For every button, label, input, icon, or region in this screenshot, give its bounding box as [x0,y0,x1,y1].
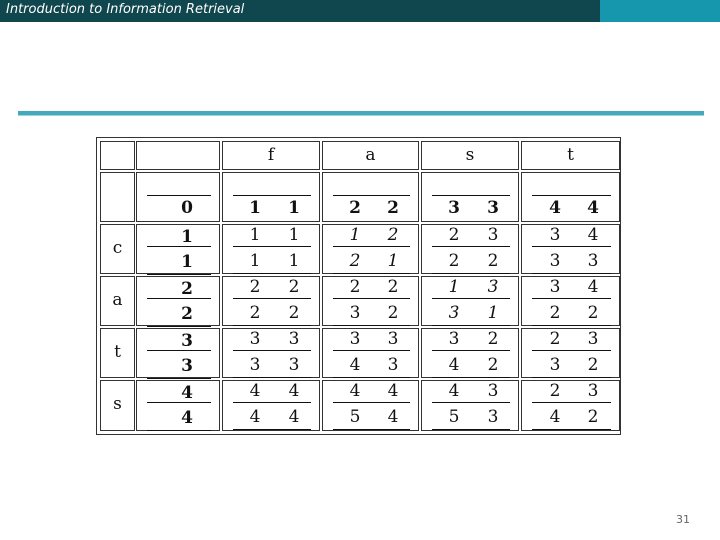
cell-value-bottom-left: 1 [249,251,261,271]
cell-value-bottom-left: 5 [349,407,361,427]
table-cell [222,172,320,222]
table-cell [322,276,419,326]
initial-value: 0 [181,198,193,218]
cell-value-top-right: 3 [487,277,499,297]
cell-rule [333,429,410,430]
cell-value-top-right: 4 [587,225,599,245]
table-cell [421,328,519,378]
table-cell [521,172,620,222]
cell-rule [333,402,410,403]
row-header: t [114,342,121,362]
table-cell [322,172,419,222]
table-cell [222,224,320,274]
initial-value: 2 [181,279,193,299]
cell-value-top-left: 4 [349,381,361,401]
cell-rule [532,298,611,299]
cell-value-top-right: 3 [587,381,599,401]
cell-value-top-left: 3 [549,225,561,245]
cell-rule [532,377,611,378]
row-header: a [112,290,123,310]
table-cell [222,380,320,431]
table-cell [100,328,135,378]
table-cell [322,328,419,378]
cell-rule [233,195,311,196]
cell-value-top-right: 4 [288,381,300,401]
cell-value-top-left: 1 [448,277,460,297]
initial-value: 3 [181,356,193,376]
cell-rule [432,195,510,196]
cell-value-top-left: 3 [549,277,561,297]
table-cell [100,172,135,222]
cell-rule [147,274,211,275]
table-cell [521,380,620,431]
initial-value: 1 [249,198,261,218]
cell-value-top-right: 3 [587,329,599,349]
cell-value-top-left: 2 [549,329,561,349]
cell-value-bottom-left: 4 [448,355,460,375]
cell-rule [233,246,311,247]
cell-value-top-left: 2 [549,381,561,401]
table-cell [421,141,519,170]
initial-value: 4 [549,198,561,218]
header-bar [0,0,600,22]
cell-value-top-left: 3 [249,329,261,349]
course-title: Introduction to Information Retrieval [6,2,245,17]
table-cell [322,380,419,431]
cell-rule [532,350,611,351]
table-cell [322,224,419,274]
cell-value-bottom-left: 3 [549,251,561,271]
cell-value-top-left: 3 [448,329,460,349]
cell-rule [532,429,611,430]
cell-rule [233,273,311,274]
cell-rule [432,273,510,274]
cell-value-bottom-left: 3 [349,303,361,323]
cell-value-top-right: 3 [487,381,499,401]
cell-rule [432,402,510,403]
cell-rule [432,298,510,299]
column-header: a [365,145,376,165]
column-header: t [567,145,574,165]
cell-value-bottom-left: 3 [448,303,460,323]
initial-value: 3 [181,331,193,351]
cell-value-top-left: 1 [249,225,261,245]
table-cell [222,276,320,326]
cell-value-top-right: 3 [487,225,499,245]
cell-rule [233,402,311,403]
table-cell [136,141,220,170]
cell-value-bottom-left: 4 [249,407,261,427]
cell-rule [333,195,410,196]
table-cell [421,172,519,222]
cell-rule [432,246,510,247]
cell-rule [147,430,211,431]
table-cell [136,380,220,431]
table-cell [100,380,135,431]
initial-value: 1 [181,252,193,272]
cell-rule [233,298,311,299]
cell-rule [333,377,410,378]
row-header: c [112,238,123,258]
cell-rule [147,378,211,379]
initial-value: 1 [181,227,193,247]
cell-value-top-left: 4 [448,381,460,401]
cell-rule [432,325,510,326]
initial-value: 1 [288,198,300,218]
table-cell [322,141,419,170]
cell-value-bottom-right: 3 [587,251,599,271]
levenshtein-table [96,137,621,435]
cell-rule [333,246,410,247]
cell-rule [333,325,410,326]
cell-value-bottom-right: 2 [387,303,399,323]
cell-rule [233,429,311,430]
cell-value-top-left: 3 [349,329,361,349]
cell-rule [532,325,611,326]
cell-value-top-right: 2 [387,225,399,245]
table-cell [421,276,519,326]
table-cell [100,141,135,170]
table-cell [136,328,220,378]
cell-value-bottom-right: 4 [288,407,300,427]
table-cell [521,141,620,170]
cell-value-top-right: 1 [288,225,300,245]
cell-value-bottom-right: 2 [288,303,300,323]
table-cell [222,328,320,378]
cell-rule [532,273,611,274]
cell-value-bottom-right: 3 [288,355,300,375]
table-cell [136,276,220,326]
cell-value-bottom-right: 1 [387,251,399,271]
cell-rule [233,350,311,351]
cell-value-top-right: 3 [288,329,300,349]
page-number: 31 [676,513,690,526]
cell-value-bottom-right: 2 [587,303,599,323]
cell-value-bottom-left: 5 [448,407,460,427]
cell-value-top-left: 2 [249,277,261,297]
initial-value: 3 [487,198,499,218]
cell-rule [333,273,410,274]
column-header: s [465,145,475,165]
cell-value-bottom-left: 2 [249,303,261,323]
cell-value-bottom-right: 2 [487,251,499,271]
cell-rule [333,298,410,299]
cell-rule [233,325,311,326]
table-cell [222,141,320,170]
cell-value-bottom-left: 2 [349,251,361,271]
initial-value: 2 [349,198,361,218]
cell-value-bottom-right: 2 [587,407,599,427]
cell-rule [233,377,311,378]
cell-value-top-right: 4 [587,277,599,297]
cell-value-top-right: 3 [387,329,399,349]
cell-value-top-right: 2 [487,329,499,349]
table-cell [136,172,220,222]
row-header: s [113,394,122,414]
cell-value-top-left: 2 [448,225,460,245]
initial-value: 2 [387,198,399,218]
cell-value-bottom-right: 3 [487,407,499,427]
table-cell [521,276,620,326]
table-cell [421,380,519,431]
cell-value-top-left: 4 [249,381,261,401]
cell-value-bottom-right: 1 [288,251,300,271]
cell-value-bottom-right: 2 [587,355,599,375]
initial-value: 2 [181,304,193,324]
title-divider [18,111,704,116]
table-cell [521,224,620,274]
cell-value-bottom-right: 2 [487,355,499,375]
cell-value-top-right: 2 [387,277,399,297]
cell-value-bottom-left: 2 [448,251,460,271]
cell-value-bottom-left: 3 [549,355,561,375]
table-cell [100,276,135,326]
cell-value-bottom-left: 4 [349,355,361,375]
cell-value-bottom-right: 4 [387,407,399,427]
cell-value-top-left: 1 [349,225,361,245]
cell-value-bottom-left: 3 [249,355,261,375]
table-cell [100,224,135,274]
cell-value-top-left: 2 [349,277,361,297]
table-cell [136,224,220,274]
cell-rule [432,350,510,351]
initial-value: 4 [181,383,193,403]
cell-rule [432,429,510,430]
initial-value: 4 [587,198,599,218]
initial-value: 3 [448,198,460,218]
initial-value: 4 [181,408,193,428]
cell-rule [532,246,611,247]
cell-value-top-right: 4 [387,381,399,401]
cell-rule [432,377,510,378]
cell-rule [532,402,611,403]
table-cell [521,328,620,378]
cell-value-bottom-right: 1 [487,303,499,323]
cell-rule [532,195,611,196]
table-cell [421,224,519,274]
header-accent-block [600,0,720,22]
cell-rule [147,326,211,327]
cell-value-bottom-left: 4 [549,407,561,427]
cell-rule [333,350,410,351]
cell-rule [147,195,211,196]
cell-value-bottom-right: 3 [387,355,399,375]
cell-value-top-right: 2 [288,277,300,297]
column-header: f [267,145,275,165]
cell-value-bottom-left: 2 [549,303,561,323]
